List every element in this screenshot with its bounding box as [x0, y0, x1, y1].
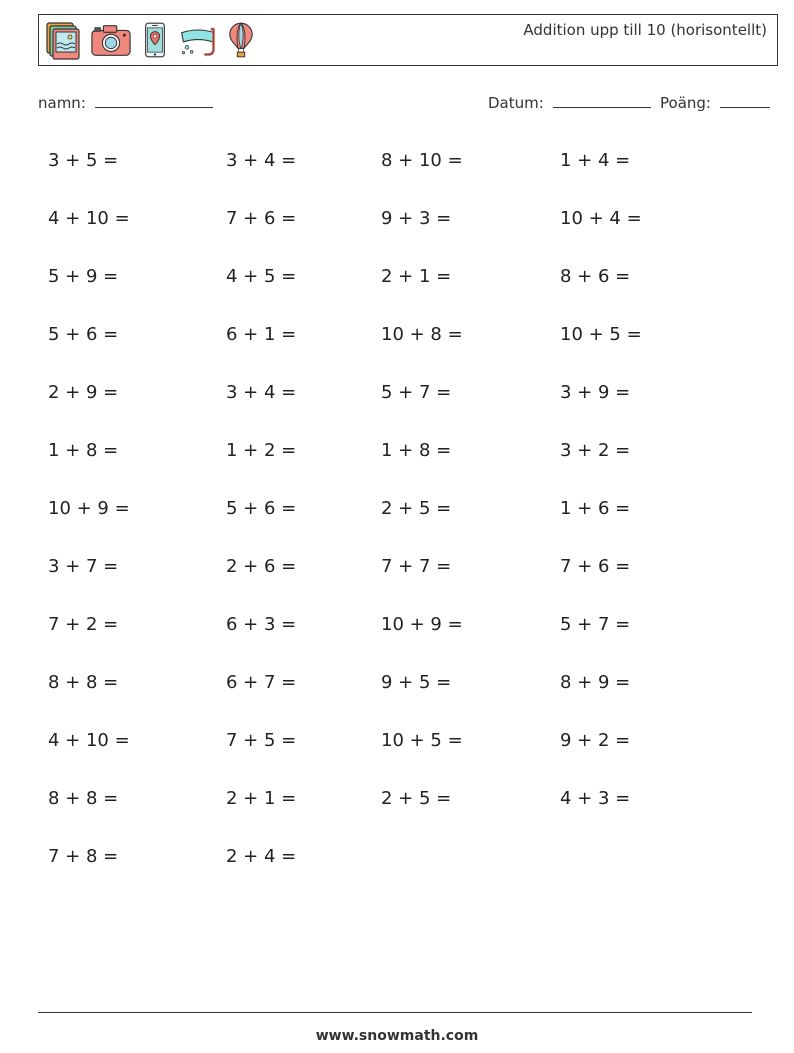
addition-problem: 2 + 9 = [48, 382, 119, 403]
addition-problem: 6 + 1 = [226, 324, 297, 345]
addition-problem: 4 + 3 = [560, 788, 631, 809]
addition-problem: 7 + 6 = [226, 208, 297, 229]
addition-problem: 10 + 8 = [381, 324, 463, 345]
addition-problem: 2 + 5 = [381, 498, 452, 519]
addition-problem: 7 + 6 = [560, 556, 631, 577]
addition-problem: 1 + 2 = [226, 440, 297, 461]
addition-problem: 6 + 3 = [226, 614, 297, 635]
addition-problem: 9 + 2 = [560, 730, 631, 751]
addition-problem: 10 + 9 = [48, 498, 130, 519]
addition-problem: 10 + 5 = [560, 324, 642, 345]
addition-problem: 8 + 9 = [560, 672, 631, 693]
addition-problem: 10 + 4 = [560, 208, 642, 229]
addition-problem: 7 + 7 = [381, 556, 452, 577]
addition-problem: 7 + 5 = [226, 730, 297, 751]
addition-problem: 8 + 8 = [48, 788, 119, 809]
footer-divider [38, 1012, 752, 1013]
addition-problem: 5 + 7 = [560, 614, 631, 635]
date-field [488, 93, 651, 112]
addition-problem: 5 + 6 = [226, 498, 297, 519]
name-field [38, 93, 213, 112]
addition-problem: 1 + 6 = [560, 498, 631, 519]
name-line[interactable] [95, 93, 213, 108]
addition-problem: 1 + 8 = [48, 440, 119, 461]
addition-problem: 5 + 9 = [48, 266, 119, 287]
date-line[interactable] [553, 93, 651, 108]
addition-problem: 3 + 2 = [560, 440, 631, 461]
addition-problem: 4 + 5 = [226, 266, 297, 287]
addition-problem: 10 + 9 = [381, 614, 463, 635]
score-label: Poäng: [660, 94, 711, 112]
addition-problem: 7 + 8 = [48, 846, 119, 867]
addition-problem: 6 + 7 = [226, 672, 297, 693]
addition-problem: 2 + 1 = [381, 266, 452, 287]
addition-problem: 2 + 4 = [226, 846, 297, 867]
camera-icon [90, 20, 132, 60]
header-icons [45, 20, 255, 60]
score-field [660, 93, 770, 112]
addition-problem: 9 + 5 = [381, 672, 452, 693]
date-label: Datum: [488, 94, 544, 112]
photos-icon [45, 20, 81, 60]
addition-problem: 3 + 4 = [226, 382, 297, 403]
addition-problem: 2 + 6 = [226, 556, 297, 577]
addition-problem: 2 + 1 = [226, 788, 297, 809]
addition-problem: 5 + 6 = [48, 324, 119, 345]
addition-problem: 9 + 3 = [381, 208, 452, 229]
hot-air-balloon-icon [227, 20, 255, 60]
worksheet-header [38, 14, 778, 66]
score-line[interactable] [720, 93, 770, 108]
worksheet-title: Addition upp till 10 (horisontellt) [523, 21, 767, 39]
addition-problem: 3 + 7 = [48, 556, 119, 577]
addition-problem: 1 + 4 = [560, 150, 631, 171]
phone-map-pin-icon [141, 20, 169, 60]
addition-problem: 8 + 10 = [381, 150, 463, 171]
addition-problem: 8 + 6 = [560, 266, 631, 287]
name-label: namn: [38, 94, 86, 112]
addition-problem: 3 + 5 = [48, 150, 119, 171]
addition-problem: 7 + 2 = [48, 614, 119, 635]
addition-problem: 5 + 7 = [381, 382, 452, 403]
addition-problem: 10 + 5 = [381, 730, 463, 751]
footer-url: www.snowmath.com [315, 1028, 479, 1044]
snorkel-mask-icon [178, 20, 218, 60]
addition-problem: 3 + 4 = [226, 150, 297, 171]
addition-problem: 1 + 8 = [381, 440, 452, 461]
addition-problem: 4 + 10 = [48, 730, 130, 751]
addition-problem: 4 + 10 = [48, 208, 130, 229]
addition-problem: 8 + 8 = [48, 672, 119, 693]
addition-problem: 3 + 9 = [560, 382, 631, 403]
addition-problem: 2 + 5 = [381, 788, 452, 809]
